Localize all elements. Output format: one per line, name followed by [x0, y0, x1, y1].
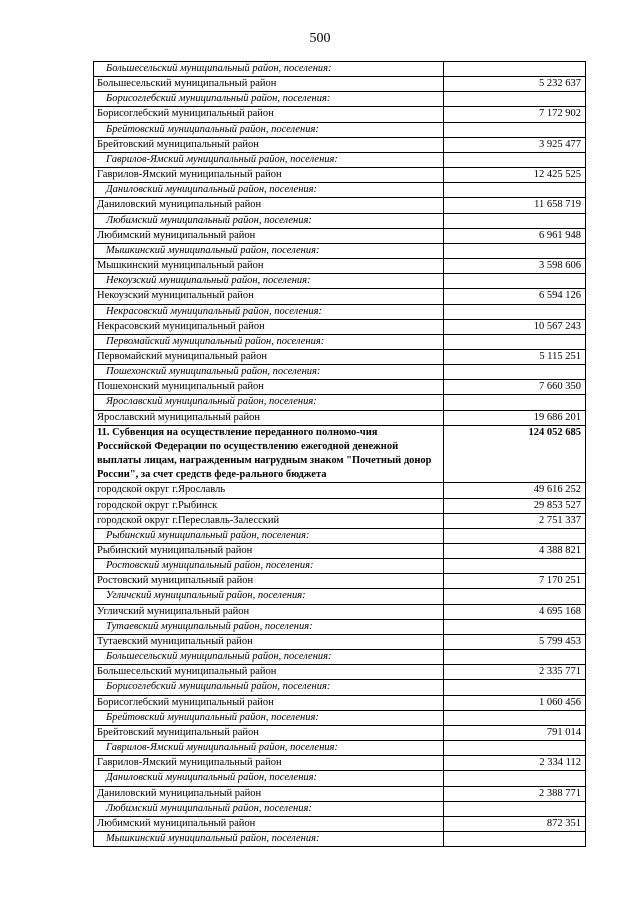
amount-cell: 3 598 606 [444, 259, 586, 274]
table-row [94, 77, 586, 92]
amount-cell [444, 243, 586, 258]
section-heading-text: 11. Субвенция на осуществление переданного полномо-чия Российской Федерации по осуществлению ежегодной денежной выплаты лицам, награжденным нагрудным знаком "Почетный донор России", за счет средств феде-рального бюджета [94, 425, 444, 483]
table-row [94, 634, 586, 649]
district-name-cell: Даниловский муниципальный район [94, 198, 444, 213]
district-name-cell: Даниловский муниципальный район [94, 786, 444, 801]
table-row [94, 695, 586, 710]
amount-cell: 49 616 252 [444, 483, 586, 498]
table-row [94, 604, 586, 619]
amount-cell: 2 751 337 [444, 513, 586, 528]
district-name-cell: Мышкинский муниципальный район, поселения: [94, 831, 444, 846]
table-row [94, 319, 586, 334]
settlements-subheader-row [94, 213, 586, 228]
table-row [94, 544, 586, 559]
district-name-cell: Пошехонский муниципальный район, поселения: [94, 365, 444, 380]
section-heading-row [94, 425, 586, 483]
amount-cell: 2 335 771 [444, 665, 586, 680]
table-row [94, 380, 586, 395]
district-name-cell: Большесельский муниципальный район, поселения: [94, 650, 444, 665]
amount-cell [444, 710, 586, 725]
district-name-cell: Брейтовский муниципальный район [94, 137, 444, 152]
district-name-cell: Некрасовский муниципальный район [94, 319, 444, 334]
settlements-subheader-row [94, 152, 586, 167]
settlements-subheader-row [94, 831, 586, 846]
amount-cell: 3 925 477 [444, 137, 586, 152]
table-row [94, 756, 586, 771]
amount-cell [444, 680, 586, 695]
table-row [94, 665, 586, 680]
amount-cell: 4 388 821 [444, 544, 586, 559]
district-name-cell: Борисоглебский муниципальный район, поселения: [94, 680, 444, 695]
settlements-subheader-row [94, 680, 586, 695]
district-name-cell: городской округ г.Рыбинск [94, 498, 444, 513]
district-name-cell: Большесельский муниципальный район [94, 77, 444, 92]
amount-cell [444, 304, 586, 319]
district-name-cell: Брейтовский муниципальный район [94, 725, 444, 740]
table-row [94, 259, 586, 274]
district-name-cell: Любимский муниципальный район, поселения: [94, 801, 444, 816]
settlements-subheader-row [94, 304, 586, 319]
amount-cell: 19 686 201 [444, 410, 586, 425]
district-name-cell: Ярославский муниципальный район [94, 410, 444, 425]
district-name-cell: Тутаевский муниципальный район [94, 634, 444, 649]
amount-cell: 7 172 902 [444, 107, 586, 122]
budget-table-body [94, 62, 586, 847]
district-name-cell: Рыбинский муниципальный район, поселения: [94, 528, 444, 543]
amount-cell [444, 741, 586, 756]
amount-cell [444, 92, 586, 107]
settlements-subheader-row [94, 710, 586, 725]
district-name-cell: Рыбинский муниципальный район [94, 544, 444, 559]
amount-cell [444, 62, 586, 77]
amount-cell: 5 115 251 [444, 349, 586, 364]
table-row [94, 410, 586, 425]
district-name-cell: Брейтовский муниципальный район, поселения: [94, 710, 444, 725]
district-name-cell: Любимский муниципальный район, поселения: [94, 213, 444, 228]
district-name-cell: Брейтовский муниципальный район, поселения: [94, 122, 444, 137]
amount-cell [444, 801, 586, 816]
settlements-subheader-row [94, 741, 586, 756]
table-row [94, 198, 586, 213]
amount-cell [444, 589, 586, 604]
table-row [94, 168, 586, 183]
district-name-cell: Мышкинский муниципальный район [94, 259, 444, 274]
amount-cell: 7 170 251 [444, 574, 586, 589]
amount-cell: 10 567 243 [444, 319, 586, 334]
amount-cell [444, 122, 586, 137]
amount-cell: 6 594 126 [444, 289, 586, 304]
amount-cell: 872 351 [444, 816, 586, 831]
table-row [94, 228, 586, 243]
district-name-cell: городской округ г.Ярославль [94, 483, 444, 498]
amount-cell [444, 152, 586, 167]
settlements-subheader-row [94, 771, 586, 786]
district-name-cell: Большесельский муниципальный район, поселения: [94, 62, 444, 77]
table-row [94, 816, 586, 831]
amount-cell: 7 660 350 [444, 380, 586, 395]
settlements-subheader-row [94, 528, 586, 543]
district-name-cell: Любимский муниципальный район [94, 816, 444, 831]
district-name-cell: Ростовский муниципальный район [94, 574, 444, 589]
district-name-cell: Некрасовский муниципальный район, поселения: [94, 304, 444, 319]
settlements-subheader-row [94, 395, 586, 410]
district-name-cell: Некоузский муниципальный район, поселения: [94, 274, 444, 289]
amount-cell [444, 395, 586, 410]
amount-cell [444, 528, 586, 543]
amount-cell [444, 771, 586, 786]
settlements-subheader-row [94, 122, 586, 137]
amount-cell [444, 334, 586, 349]
settlements-subheader-row [94, 334, 586, 349]
amount-cell [444, 213, 586, 228]
settlements-subheader-row [94, 801, 586, 816]
settlements-subheader-row [94, 559, 586, 574]
district-name-cell: городской округ г.Переславль-Залесский [94, 513, 444, 528]
settlements-subheader-row [94, 589, 586, 604]
table-row [94, 725, 586, 740]
table-row [94, 107, 586, 122]
amount-cell: 791 014 [444, 725, 586, 740]
amount-cell: 2 388 771 [444, 786, 586, 801]
district-name-cell: Мышкинский муниципальный район, поселения: [94, 243, 444, 258]
amount-cell: 11 658 719 [444, 198, 586, 213]
settlements-subheader-row [94, 243, 586, 258]
district-name-cell: Даниловский муниципальный район, поселения: [94, 771, 444, 786]
district-name-cell: Борисоглебский муниципальный район [94, 695, 444, 710]
settlements-subheader-row [94, 274, 586, 289]
amount-cell [444, 365, 586, 380]
table-row [94, 498, 586, 513]
district-name-cell: Пошехонский муниципальный район [94, 380, 444, 395]
amount-cell [444, 650, 586, 665]
district-name-cell: Борисоглебский муниципальный район [94, 107, 444, 122]
district-name-cell: Борисоглебский муниципальный район, поселения: [94, 92, 444, 107]
district-name-cell: Любимский муниципальный район [94, 228, 444, 243]
amount-cell [444, 183, 586, 198]
district-name-cell: Даниловский муниципальный район, поселения: [94, 183, 444, 198]
amount-cell: 4 695 168 [444, 604, 586, 619]
table-row [94, 483, 586, 498]
settlements-subheader-row [94, 365, 586, 380]
settlements-subheader-row [94, 183, 586, 198]
district-name-cell: Гаврилов-Ямский муниципальный район [94, 756, 444, 771]
table-row [94, 574, 586, 589]
district-name-cell: Ростовский муниципальный район, поселения: [94, 559, 444, 574]
amount-cell [444, 274, 586, 289]
district-name-cell: Ярославский муниципальный район, поселения: [94, 395, 444, 410]
amount-cell: 1 060 456 [444, 695, 586, 710]
settlements-subheader-row [94, 62, 586, 77]
amount-cell: 12 425 525 [444, 168, 586, 183]
budget-table [93, 61, 586, 847]
district-name-cell: Гаврилов-Ямский муниципальный район, поселения: [94, 152, 444, 167]
district-name-cell: Первомайский муниципальный район [94, 349, 444, 364]
district-name-cell: Некоузский муниципальный район [94, 289, 444, 304]
table-row [94, 137, 586, 152]
amount-cell: 2 334 112 [444, 756, 586, 771]
section-total-cell: 124 052 685 [444, 425, 586, 483]
district-name-cell: Гаврилов-Ямский муниципальный район [94, 168, 444, 183]
settlements-subheader-row [94, 650, 586, 665]
district-name-cell: Угличский муниципальный район, поселения: [94, 589, 444, 604]
amount-cell: 29 853 527 [444, 498, 586, 513]
district-name-cell: Тутаевский муниципальный район, поселения: [94, 619, 444, 634]
amount-cell: 6 961 948 [444, 228, 586, 243]
amount-cell: 5 232 637 [444, 77, 586, 92]
district-name-cell: Гаврилов-Ямский муниципальный район, поселения: [94, 741, 444, 756]
amount-cell [444, 831, 586, 846]
settlements-subheader-row [94, 92, 586, 107]
district-name-cell: Угличский муниципальный район [94, 604, 444, 619]
page-number: 500 [309, 31, 331, 46]
amount-cell [444, 559, 586, 574]
settlements-subheader-row [94, 619, 586, 634]
district-name-cell: Большесельский муниципальный район [94, 665, 444, 680]
table-row [94, 786, 586, 801]
table-row [94, 513, 586, 528]
table-row [94, 349, 586, 364]
amount-cell: 5 799 453 [444, 634, 586, 649]
table-row [94, 289, 586, 304]
district-name-cell: Первомайский муниципальный район, поселения: [94, 334, 444, 349]
amount-cell [444, 619, 586, 634]
